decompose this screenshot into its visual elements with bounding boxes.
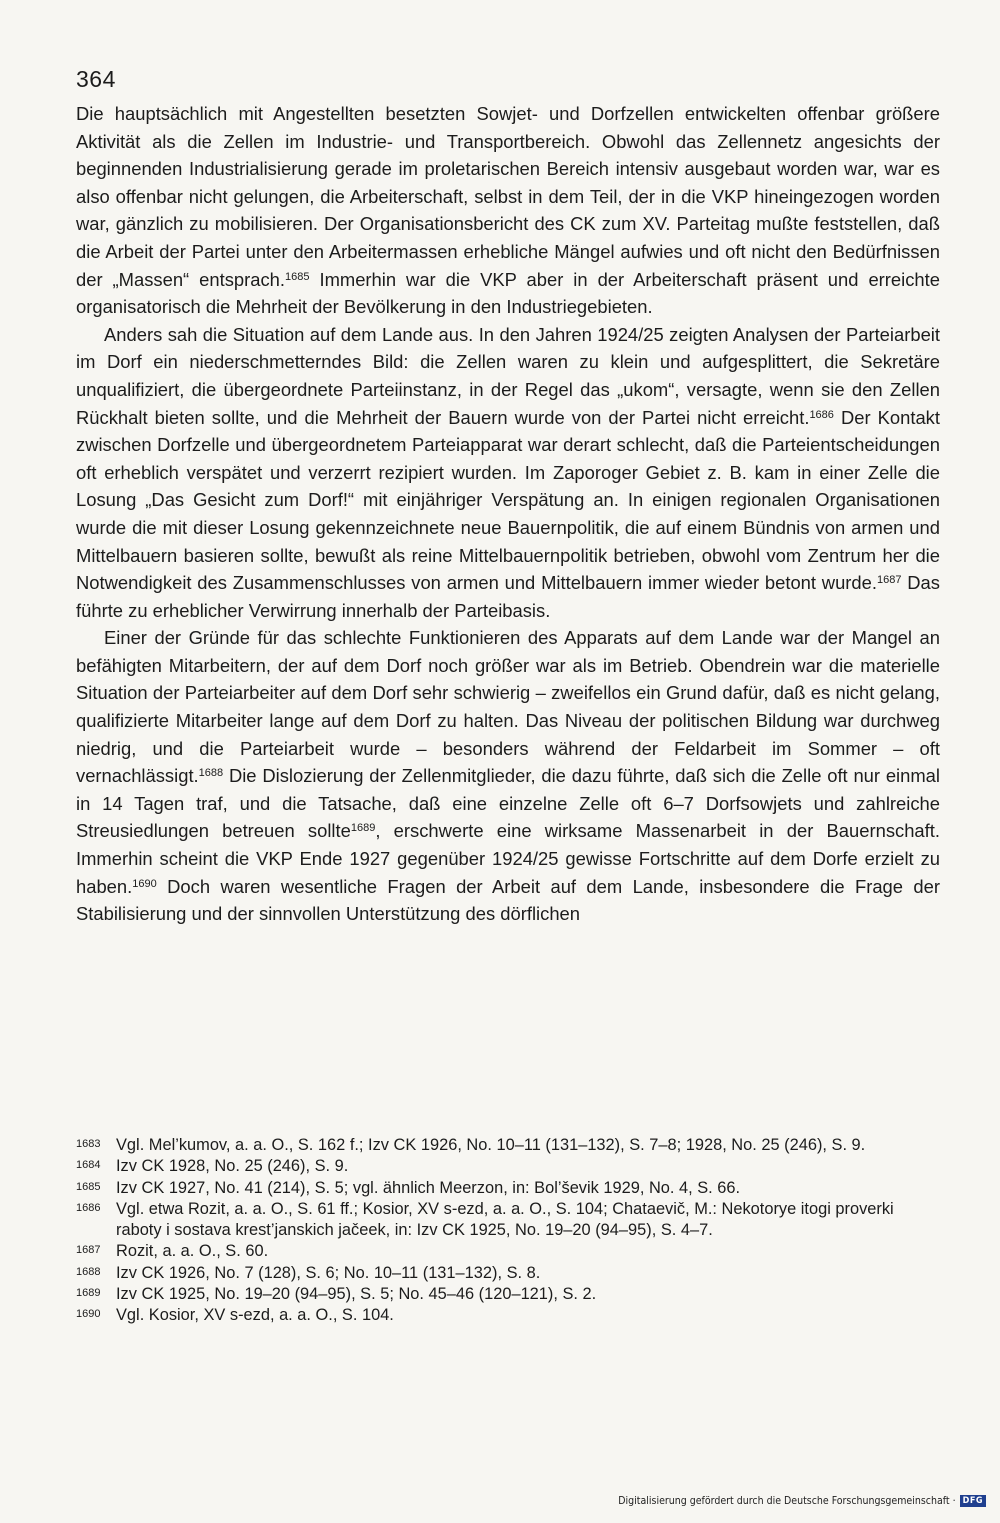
footnote-number: 1683 (76, 1138, 101, 1150)
footnote (76, 1284, 940, 1305)
footnote-ref: 1688 (198, 767, 224, 780)
footnote-number: 1685 (76, 1180, 101, 1193)
footnote-number: 1687 (76, 1244, 101, 1257)
text-run: Das führte zu erheblicher Verwirrung innerhalb der Parteibasis. (76, 572, 940, 621)
footnote-number: 1686 (76, 1201, 101, 1214)
text-run: Anders sah die Situation auf dem Lande aus. In den Jahren 1924/25 zeigten Analysen der Parteiarbeit im Dorf ein niederschmetterndes Bild: die Zellen waren zu klein und aufgesplittert, die Sekretäre unqualifiziert, die übergeordnete Parteiinstanz, in der Regel das „ukom“, versagte, wenn sie den Zellen Rückhalt bieten sollte, und die Mehrheit der Bauern wurde von der Partei nicht erreicht. (76, 323, 940, 428)
footnote (76, 1156, 940, 1177)
footnote-ref: 1685 (285, 270, 310, 283)
text-run: Immerhin war die VKP aber in der Arbeiterschaft präsent und erreichte organisatorisch die Mehrheit der Bevölkerung in den Industriegebieten. (76, 268, 940, 318)
footnote-number: 1690 (76, 1308, 101, 1321)
paragraph (76, 100, 940, 321)
body-text (76, 100, 940, 928)
footnote-number: 1684 (76, 1159, 101, 1172)
text-run: Die Dislozierung der Zellenmitglieder, die dazu führte, daß sich die Zelle oft nur einmal in 14 Tagen traf, und die Tatsache, daß eine einzelne Zelle oft 6–7 Dorfsowjets und zahlreiche Streusiedlungen betreuen sollte (76, 765, 940, 842)
footnote-ref: 1689 (350, 822, 376, 835)
text-run: Einer der Gründe für das schlechte Funktionieren des Apparats auf dem Lande war der Mangel an befähigten Mitarbeitern, der auf dem Dorf noch größer war als im Betrieb. Obendrein war die materielle Situation der Parteiarbeiter auf dem Dorf sehr schwierig – zweifellos ein Grund dafür, daß es nicht gelang, qualifizierte Mitarbeiter lange auf dem Dorf zu halten. Das Niveau der politischen Bildung war durchweg niedrig, und die Parteiarbeit wurde – besonders während der Feldarbeit im Sommer – oft vernachlässigt. (76, 627, 940, 787)
footnote-text: Izv CK 1928, No. 25 (246), S. 9. (116, 1157, 349, 1176)
paragraph (76, 624, 940, 928)
text-run: Doch waren wesentliche Fragen der Arbeit auf dem Lande, insbesondere die Frage der Stabilisierung und der sinnvollen Unterstützung des dörflichen (76, 875, 940, 925)
footnote-text: Izv CK 1926, No. 7 (128), S. 6; No. 10–11 (131–132), S. 8. (116, 1263, 541, 1282)
footnote-text: Vgl. Mel’kumov, a. a. O., S. 162 f.; Izv CK 1926, No. 10–11 (131–132), S. 7–8; 1928, No. 25 (246), S. 9. (116, 1136, 866, 1154)
footnote (76, 1241, 940, 1262)
footnote (76, 1263, 940, 1284)
digitization-credit (618, 1495, 986, 1507)
footnote-text: Izv CK 1927, No. 41 (214), S. 5; vgl. ähnlich Meerzon, in: Bol’ševik 1929, No. 4, S. 66. (116, 1178, 741, 1197)
credit-text: Digitalisierung gefördert durch die Deutsche Forschungsgemeinschaft · (618, 1495, 956, 1507)
dfg-logo: DFG (960, 1495, 986, 1507)
footnote-text: Rozit, a. a. O., S. 60. (116, 1242, 269, 1261)
footnote (76, 1178, 940, 1199)
footnote-ref: 1690 (132, 877, 157, 890)
footnote-number: 1689 (76, 1287, 101, 1300)
footnotes (76, 1135, 940, 1327)
text-run: Der Kontakt zwischen Dorfzelle und übergeordnetem Parteiapparat war derart schlecht, daß die Parteientscheidungen oft erheblich verspätet und verzerrt rezipiert wurden. Im Zaporoger Gebiet z. B. kam in einer Zelle die Losung „Das Gesicht zum Dorf!“ mit einjähriger Verspätung an. In einigen regionalen Organisationen wurde die mit dieser Losung gekennzeichnete neue Bauernpolitik, die auf einem Bündnis von armen und Mittelbauern basieren sollte, bewußt als reine Mittelbauernpolitik betrieben, obwohl vom Zentrum her die Notwendigkeit des Zusammenschlusses von armen und Mittelbauern immer wieder betont wurde. (76, 406, 940, 594)
paragraph (76, 321, 940, 625)
footnote-ref: 1687 (877, 574, 902, 587)
page-number: 364 (76, 66, 116, 92)
text-run: , erschwerte eine wirksame Massenarbeit in der Bauernschaft. Immerhin scheint die VKP Ende 1927 gegenüber 1924/25 gewisse Fortschritte auf dem Dorfe erzielt zu haben. (76, 820, 940, 897)
footnote (76, 1135, 940, 1156)
footnote-ref: 1686 (809, 408, 834, 421)
footnote-text: Izv CK 1925, No. 19–20 (94–95), S. 5; No. 45–46 (120–121), S. 2. (116, 1285, 597, 1304)
footnote-text: Vgl. Kosior, XV s-ezd, a. a. O., S. 104. (116, 1306, 394, 1325)
footnote-text: Vgl. etwa Rozit, a. a. O., S. 61 ff.; Kosior, XV s-ezd, a. a. O., S. 104; Chataevič, M.: Nekotorye itogi proverki raboty i sostava krest’janskich jačeek, in: Izv CK 1925, No. 19–20 (94–95), S. 4–7. (116, 1199, 894, 1240)
footnote (76, 1199, 940, 1242)
text-run: Die hauptsächlich mit Angestellten besetzten Sowjet- und Dorfzellen entwickelten offenbar größere Aktivität als die Zellen im Industrie- und Transportbereich. Obwohl das Zellennetz angesichts der beginnenden Industrialisierung gerade im proletarischen Bereich intensiv ausgebaut worden war, war es also offenbar nicht gelungen, die Arbeiterschaft, selbst in dem Teil, der in die VKP hineingezogen worden war, gänzlich zu mobilisieren. Der Organisationsbericht des CK zum XV. Parteitag mußte feststellen, daß die Arbeit der Partei unter den Arbeitermassen erhebliche Mängel aufwies und oft nicht den Bedürfnissen der „Massen“ entsprach. (76, 103, 940, 290)
footnote-number: 1688 (76, 1265, 101, 1278)
footnote (76, 1305, 940, 1326)
